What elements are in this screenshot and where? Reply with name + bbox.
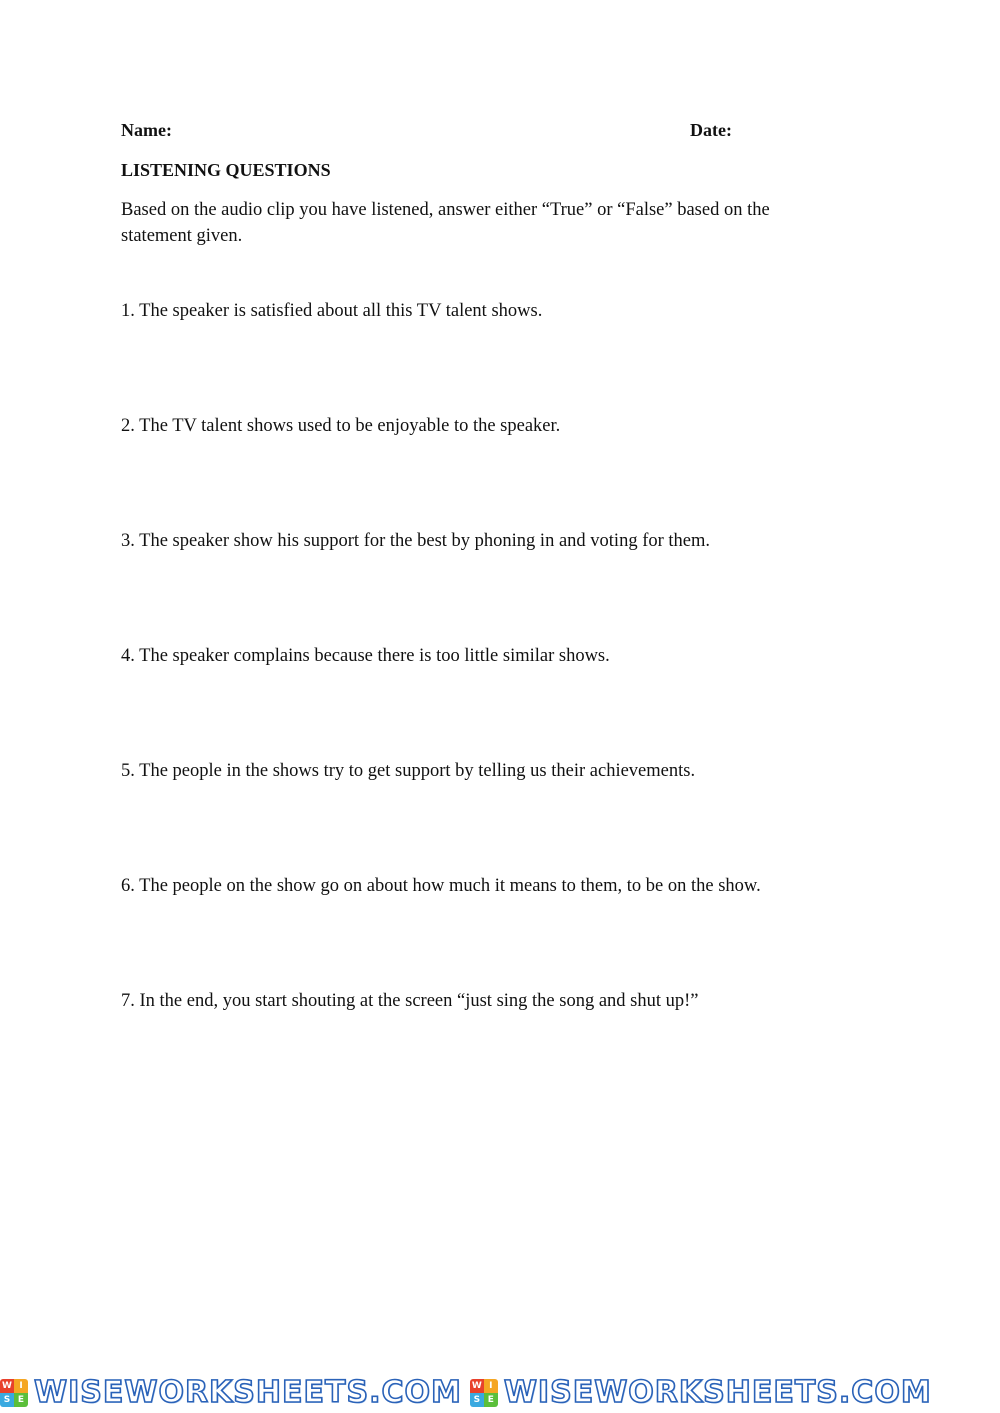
question-2: 2. The TV talent shows used to be enjoyable to the speaker. [121, 416, 561, 436]
question-6: 6. The people on the show go on about how much it means to them, to be on the show. [121, 876, 761, 896]
question-7: 7. In the end, you start shouting at the screen “just sing the song and shut up!” [121, 991, 699, 1011]
watermark-block-1 [0, 1372, 462, 1413]
instructions: Based on the audio clip you have listened, answer either “True” or “False” based on the statement given. [121, 200, 770, 246]
logo-letter: I [484, 1379, 498, 1393]
date-label: Date: [690, 120, 732, 140]
question-3: 3. The speaker show his support for the best by phoning in and voting for them. [121, 531, 711, 551]
question-5: 5. The people in the shows try to get support by telling us their achievements. [121, 761, 696, 781]
watermark-block-2 [470, 1372, 932, 1413]
watermark-text: WISEWORKSHEETS.COM [34, 1375, 462, 1410]
logo-letter: E [484, 1393, 498, 1407]
question-4: 4. The speaker complains because there is too little similar shows. [121, 646, 610, 666]
watermark-text: WISEWORKSHEETS.COM [503, 1375, 932, 1410]
logo-letter: I [14, 1379, 28, 1393]
wise-logo-icon [470, 1379, 498, 1407]
logo-letter: E [14, 1393, 28, 1407]
name-label: Name: [121, 120, 172, 140]
logo-letter: S [0, 1393, 14, 1407]
section-title: LISTENING QUESTIONS [121, 160, 331, 180]
logo-letter: W [470, 1379, 484, 1393]
watermark-footer [0, 1372, 1000, 1413]
question-1: 1. The speaker is satisfied about all this TV talent shows. [121, 301, 543, 321]
wise-logo-icon [0, 1379, 28, 1407]
logo-letter: W [0, 1379, 14, 1393]
logo-letter: S [470, 1393, 484, 1407]
worksheet-header [121, 120, 881, 146]
